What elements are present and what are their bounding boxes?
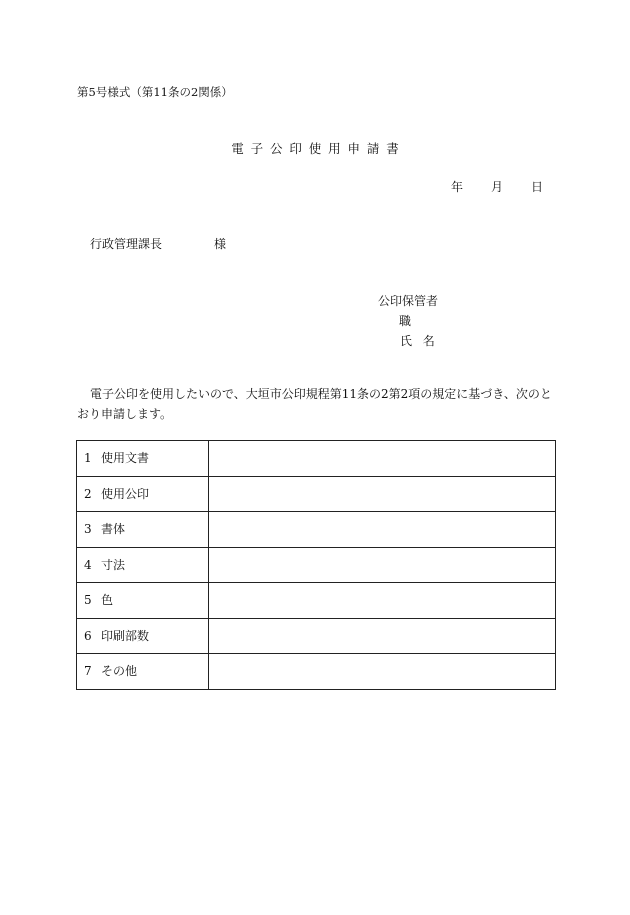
- item-number: 7: [84, 664, 92, 679]
- item-value-cell[interactable]: [209, 441, 556, 477]
- item-label: 使用文書: [101, 451, 150, 466]
- item-number: 3: [84, 522, 92, 537]
- item-label-cell: [77, 512, 209, 548]
- date-line: [451, 178, 543, 196]
- date-day-label: 日: [531, 180, 544, 194]
- table-row: [77, 618, 556, 654]
- item-number: 6: [84, 628, 92, 643]
- item-label: 印刷部数: [101, 628, 150, 643]
- date-month-label: 月: [491, 180, 504, 194]
- item-label: 色: [101, 593, 114, 608]
- item-label-cell: [77, 547, 209, 583]
- item-label-cell: [77, 583, 209, 619]
- item-label: 使用公印: [101, 486, 150, 501]
- table-row: [77, 654, 556, 690]
- addressee-honorific: 様: [214, 237, 227, 251]
- item-number: 5: [84, 593, 92, 608]
- date-year-label: 年: [451, 180, 464, 194]
- item-number: 2: [84, 486, 92, 501]
- item-label-cell: [77, 654, 209, 690]
- item-value-cell[interactable]: [209, 547, 556, 583]
- item-label-cell: [77, 618, 209, 654]
- item-label: 書体: [101, 522, 126, 537]
- applicant-block: [378, 291, 446, 351]
- applicant-role-label: 職: [399, 314, 412, 328]
- table-row: [77, 547, 556, 583]
- table-row: [77, 476, 556, 512]
- item-number: 1: [84, 451, 92, 466]
- document-title: 電子公印使用申請書: [231, 141, 406, 156]
- form-number: 第5号様式（第11条の2関係）: [77, 85, 233, 99]
- application-statement: 電子公印を使用したいので、大垣市公印規程第11条の2第2項の規定に基づき、次のとおり申請します。: [77, 387, 552, 421]
- item-label: その他: [101, 664, 138, 679]
- table-row: [77, 583, 556, 619]
- addressee: [90, 235, 226, 253]
- item-label: 寸法: [101, 557, 126, 572]
- item-value-cell[interactable]: [209, 618, 556, 654]
- applicant-name-label: 氏名: [400, 334, 446, 348]
- item-value-cell[interactable]: [209, 654, 556, 690]
- item-value-cell[interactable]: [209, 583, 556, 619]
- item-number: 4: [84, 557, 92, 572]
- table-row: [77, 441, 556, 477]
- applicant-label: 公印保管者: [378, 294, 439, 308]
- item-label-cell: [77, 441, 209, 477]
- item-value-cell[interactable]: [209, 512, 556, 548]
- items-table: [76, 440, 556, 690]
- table-row: [77, 512, 556, 548]
- item-value-cell[interactable]: [209, 476, 556, 512]
- addressee-title: 行政管理課長: [90, 237, 163, 251]
- item-label-cell: [77, 476, 209, 512]
